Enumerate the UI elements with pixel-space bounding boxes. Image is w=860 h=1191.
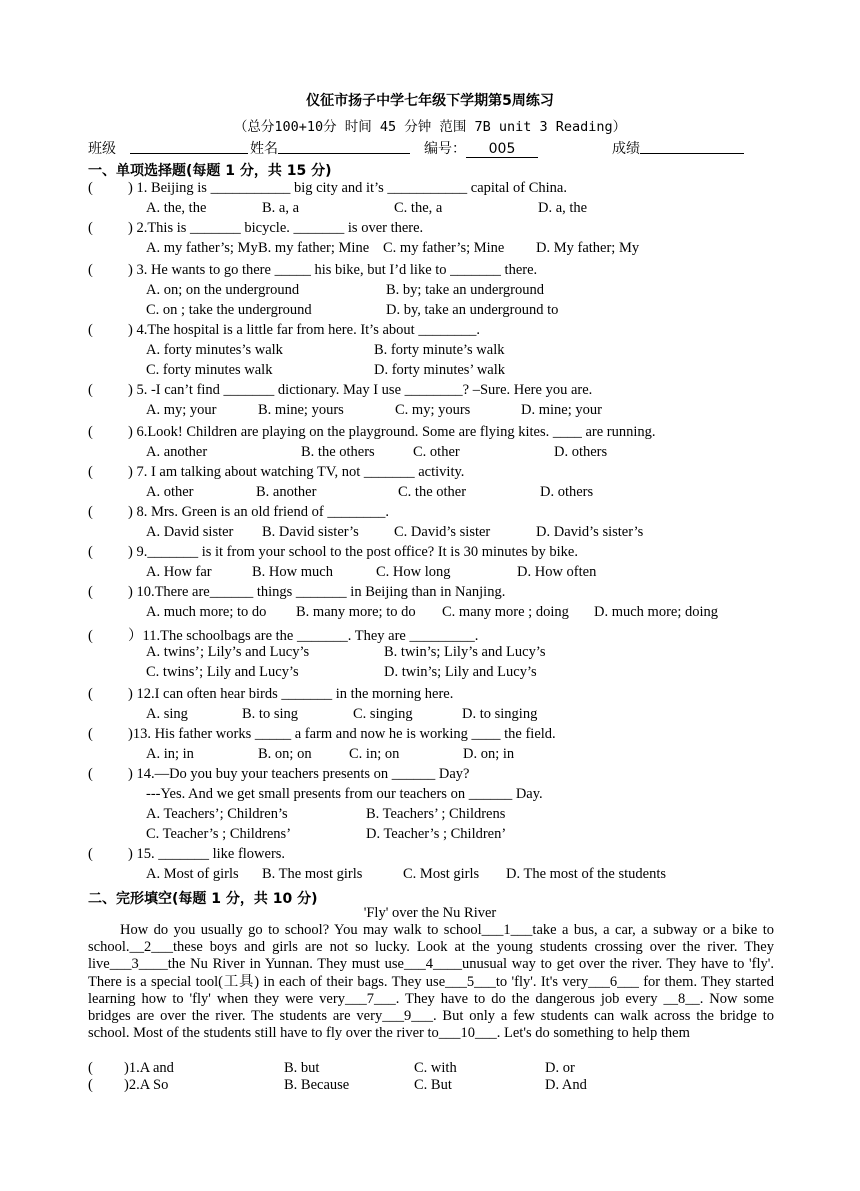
answer-bracket[interactable]: ( (88, 766, 93, 782)
option-a[interactable]: A. on; on the underground (146, 282, 300, 298)
option-d[interactable]: D. a, the (538, 200, 588, 216)
option-d[interactable]: D. And (545, 1077, 587, 1093)
option-b[interactable]: B. Because (284, 1077, 350, 1093)
option-c[interactable]: C. my father’s; Mine (383, 240, 505, 256)
question-text: ) 1. Beijing is ___________ big city and it’s ___________ capital of China. (128, 180, 567, 196)
page-title: 仪征市扬子中学七年级下学期第5周练习 (306, 93, 554, 109)
option-a[interactable]: A. David sister (146, 524, 234, 540)
question-9-stem (88, 544, 578, 561)
question-text: ) 6.Look! Children are playing on the playground. Some are flying kites. ____ are running. (128, 424, 656, 440)
option-b[interactable]: B. forty minute’s walk (374, 342, 505, 358)
option-a[interactable]: A. the, the (146, 200, 207, 216)
option-b[interactable]: B. many more; to do (296, 604, 416, 620)
option-b[interactable]: B. on; on (258, 746, 312, 762)
option-b[interactable]: B. David sister’s (262, 524, 359, 540)
option-b[interactable]: B. the others (301, 444, 375, 460)
option-d[interactable]: D. others (554, 444, 608, 460)
answer-bracket[interactable]: ( (88, 726, 93, 742)
section1-heading: 一、单项选择题(每题 1 分，共 15 分) (88, 163, 332, 179)
option-d[interactable]: D. on; in (463, 746, 515, 762)
option-a[interactable]: A. forty minutes’s walk (146, 342, 283, 358)
option-d[interactable]: D. or (545, 1060, 575, 1076)
option-b[interactable]: B. The most girls (262, 866, 363, 882)
option-a[interactable]: A. other (146, 484, 194, 500)
question-text: ）11.The schoolbags are the _______. They are _________. (128, 628, 479, 644)
option-c[interactable]: C. other (413, 444, 460, 460)
answer-bracket[interactable]: ( (88, 180, 93, 196)
score-field: 成绩 (612, 138, 640, 158)
name-field: 姓名 (250, 138, 278, 158)
answer-bracket[interactable]: ( (88, 464, 93, 480)
option-d[interactable]: D. How often (517, 564, 597, 580)
question-12-stem (88, 686, 453, 703)
option-d[interactable]: D. others (540, 484, 594, 500)
option-c[interactable]: C. But (414, 1077, 452, 1093)
question-6-stem (88, 424, 656, 441)
option-a[interactable]: A. my father’s; My (146, 240, 258, 256)
question-15-stem (88, 846, 285, 863)
option-c[interactable]: C. many more ; doing (442, 604, 569, 620)
answer-bracket[interactable]: ( (88, 504, 93, 520)
option-d[interactable]: D. by, take an underground to (386, 302, 559, 318)
question-text: ) 4.The hospital is a little far from here. It’s about ________. (128, 322, 480, 338)
passage-title: 'Fly' over the Nu River (363, 905, 497, 921)
question-text: ) 15. _______ like flowers. (128, 846, 286, 862)
answer-bracket[interactable]: ( (88, 322, 93, 338)
answer-bracket[interactable]: ( (88, 424, 93, 440)
cloze-question-stem[interactable]: )1.A and (124, 1060, 174, 1076)
option-a[interactable]: A. another (146, 444, 208, 460)
option-b[interactable]: B. mine; yours (258, 402, 344, 418)
answer-bracket[interactable]: ( (88, 846, 93, 862)
option-b[interactable]: B. a, a (262, 200, 300, 216)
option-b[interactable]: B. How much (252, 564, 333, 580)
option-a[interactable]: A. sing (146, 706, 188, 722)
cloze-question-stem[interactable]: )2.A So (124, 1077, 169, 1093)
cloze-passage (88, 922, 774, 1042)
question-2-stem (88, 220, 423, 237)
class-field: 班级 (88, 138, 116, 158)
option-c[interactable]: C. with (414, 1060, 457, 1076)
question-text: ) 14.—Do you buy your teachers presents on ______ Day? (128, 766, 470, 782)
option-d[interactable]: D. David’s sister’s (536, 524, 644, 540)
question-13-stem (88, 726, 556, 743)
question-text: ) 10.There are______ things _______ in Beijing than in Nanjing. (128, 584, 506, 600)
question-7-stem (88, 464, 464, 481)
option-c[interactable]: C. David’s sister (394, 524, 491, 540)
number-field: 编号： 005 (424, 138, 538, 158)
answer-bracket[interactable]: ( (88, 628, 93, 644)
question-11-stem (88, 624, 478, 645)
option-b[interactable]: B. but (284, 1060, 320, 1076)
option-c[interactable]: C. Most girls (403, 866, 480, 882)
question-4-stem (88, 322, 480, 339)
option-d[interactable]: D. The most of the students (506, 866, 667, 882)
question-3-stem (88, 262, 537, 279)
question-text: ) 2.This is _______ bicycle. _______ is over there. (128, 220, 424, 236)
option-c[interactable]: C. the other (398, 484, 467, 500)
answer-bracket[interactable]: ( (88, 382, 93, 398)
option-c[interactable]: C. forty minutes walk (146, 362, 273, 378)
option-d[interactable]: D. to singing (462, 706, 538, 722)
passage-text: How do you usually go to school? You may walk to school___1___take a bus, a car, a subway or a bike to school.__2___these boys and girls are not so lucky. Look at the young students crossing over the river. They live___3____the Nu River in Yunnan. They must use___4____unusual way to get over the river. They have to 'fly'. There is a special tool(工具) in each of their bags. They use___5___to 'fly'. It's very___6___ for them. They started learning how to 'fly' when they were very___7___. They have to do the dangerous job every __8__. Now some bridges are over the river. The students are very___9___. But only a few students can walk across the bridge to school. Most of the students still have to fly over the river to___10___. Let's do something to help them (88, 922, 774, 1042)
option-c[interactable]: C. the, a (394, 200, 443, 216)
question-text: ) 7. I am talking about watching TV, not _______ activity. (128, 464, 465, 480)
option-d[interactable]: D. Teacher’s ; Children’ (366, 826, 507, 842)
option-b[interactable]: B. my father; Mine (258, 240, 370, 256)
option-c[interactable]: C. on ; take the underground (146, 302, 312, 318)
page-subtitle: （总分100+10分 时间 45 分钟 范围 7B unit 3 Reading） (233, 119, 627, 135)
section2-heading: 二、完形填空(每题 1 分，共 10 分) (88, 891, 318, 907)
question-text: ) 9._______ is it from your school to the post office? It is 30 minutes by bike. (128, 544, 578, 560)
option-d[interactable]: D. twin’s; Lily and Lucy’s (384, 664, 537, 680)
question-text: ) 8. Mrs. Green is an old friend of ________. (128, 504, 389, 520)
answer-bracket[interactable]: ( (88, 686, 93, 702)
question-5-stem (88, 382, 592, 399)
option-a[interactable]: A. How far (146, 564, 212, 580)
option-b[interactable]: B. by; take an underground (386, 282, 544, 298)
question-text: ) 5. -I can’t find _______ dictionary. May I use ________? –Sure. Here you are. (128, 382, 593, 398)
option-c[interactable]: C. singing (353, 706, 413, 722)
question-text: )13. His father works _____ a farm and now he is working ____ the field. (128, 726, 556, 742)
option-c[interactable]: C. in; on (349, 746, 400, 762)
option-a[interactable]: A. my; your (146, 402, 217, 418)
question-8-stem (88, 504, 389, 521)
option-b[interactable]: B. another (256, 484, 317, 500)
option-d[interactable]: D. My father; My (536, 240, 640, 256)
option-a[interactable]: A. twins’; Lily’s and Lucy’s (146, 644, 310, 660)
option-c[interactable]: C. my; yours (395, 402, 471, 418)
answer-bracket[interactable]: ( (88, 1077, 93, 1093)
option-a[interactable]: A. in; in (146, 746, 194, 762)
answer-bracket[interactable]: ( (88, 1060, 93, 1076)
option-a[interactable]: A. Most of girls (146, 866, 239, 882)
option-c[interactable]: C. twins’; Lily and Lucy’s (146, 664, 299, 680)
answer-bracket[interactable]: ( (88, 220, 93, 236)
option-d[interactable]: D. mine; your (521, 402, 602, 418)
question-1-stem (88, 180, 567, 197)
option-d[interactable]: D. much more; doing (594, 604, 719, 620)
question-10-stem (88, 584, 505, 601)
answer-bracket[interactable]: ( (88, 584, 93, 600)
answer-bracket[interactable]: ( (88, 262, 93, 278)
option-c[interactable]: C. How long (376, 564, 451, 580)
option-b[interactable]: B. twin’s; Lily’s and Lucy’s (384, 644, 546, 660)
option-c[interactable]: C. Teacher’s ; Childrens’ (146, 826, 292, 842)
answer-bracket[interactable]: ( (88, 544, 93, 560)
option-b[interactable]: B. to sing (242, 706, 298, 722)
option-a[interactable]: A. Teachers’; Children’s (146, 806, 288, 822)
question-14-followup: ---Yes. And we get small presents from our teachers on ______ Day. (146, 786, 543, 802)
question-14-stem (88, 766, 469, 783)
option-d[interactable]: D. forty minutes’ walk (374, 362, 506, 378)
option-a[interactable]: A. much more; to do (146, 604, 267, 620)
question-text: ) 12.I can often hear birds _______ in the morning here. (128, 686, 454, 702)
option-b[interactable]: B. Teachers’ ; Childrens (366, 806, 506, 822)
question-text: ) 3. He wants to go there _____ his bike, but I’d like to _______ there. (128, 262, 538, 278)
